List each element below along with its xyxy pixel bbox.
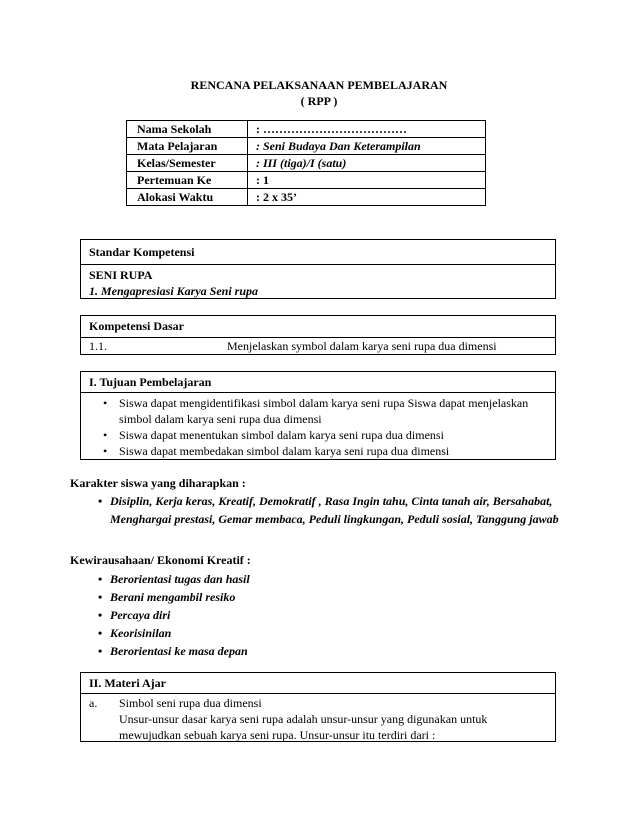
list-item: • Berorientasi ke masa depan [98, 644, 248, 658]
info-key: Nama Sekolah [127, 121, 248, 138]
info-value: : Seni Budaya Dan Keterampilan [248, 138, 486, 155]
document-title: RENCANA PELAKSANAAN PEMBELAJARAN [190, 78, 448, 92]
tujuan-list [89, 395, 547, 459]
kewirausahaan-section [70, 551, 570, 660]
bullet-icon: • [98, 590, 103, 604]
standar-kompetensi-box [80, 239, 556, 299]
bullet-icon: • [98, 572, 103, 586]
section-header: I. Tujuan Pembelajaran [81, 372, 555, 393]
info-value: : 1 [248, 172, 486, 189]
section-title: Kewirausahaan/ Ekonomi Kreatif : [70, 553, 251, 567]
section-header: II. Materi Ajar [81, 673, 555, 694]
list-item: • Siswa dapat menentukan simbol dalam karya seni rupa dua dimensi [103, 428, 444, 442]
section-title: Karakter siswa yang diharapkan : [70, 476, 246, 490]
karakter-list [70, 492, 570, 528]
list-item: • Keorisinilan [98, 626, 172, 640]
kompetensi-dasar-box [80, 315, 556, 355]
section-body [81, 694, 555, 743]
standar-line: 1. Mengapresiasi Karya Seni rupa [89, 284, 259, 298]
info-value: : ……………………………… [248, 121, 486, 138]
bullet-icon: • [103, 428, 108, 442]
table-row [127, 172, 486, 189]
document-subtitle: ( RPP ) [300, 94, 338, 108]
bullet-icon: • [98, 626, 103, 640]
karakter-section [70, 474, 570, 528]
info-key: Mata Pelajaran [127, 138, 248, 155]
bullet-icon: • [103, 396, 108, 410]
school-info-table [126, 120, 486, 206]
section-body [81, 265, 555, 299]
list-item: • Percaya diri [98, 608, 171, 622]
list-item: • Berani mengambil resiko [98, 590, 236, 604]
standar-line: SENI RUPA [89, 268, 153, 282]
bullet-icon: • [98, 608, 103, 622]
kewirausahaan-list [70, 570, 570, 660]
list-item: • Siswa dapat mengidentifikasi simbol dalam karya seni rupa Siswa dapat menjelaskan simbol dalam karya seni rupa dua dimensi [103, 396, 529, 426]
materi-ajar-box [80, 672, 556, 742]
info-value: : III (tiga)/I (satu) [248, 155, 486, 172]
table-row [127, 189, 486, 206]
info-value: : 2 x 35’ [248, 189, 486, 206]
bullet-icon: • [98, 644, 103, 658]
info-key: Kelas/Semester [127, 155, 248, 172]
section-header: Standar Kompetensi [81, 240, 555, 265]
section-body [81, 338, 555, 355]
kompetensi-number: 1.1. [89, 339, 107, 353]
list-item: • Siswa dapat membedakan simbol dalam karya seni rupa dua dimensi [103, 444, 450, 458]
kompetensi-text: Menjelaskan symbol dalam karya seni rupa dua dimensi [227, 339, 497, 353]
tujuan-box [80, 371, 556, 460]
list-item: • Disiplin, Kerja keras, Kreatif, Demokratif , Rasa Ingin tahu, Cinta tanah air, Bersahabat, Menghargai prestasi, Gemar membaca, Peduli lingkungan, Peduli sosial, Tanggung jawab [98, 494, 559, 526]
list-item: • Berorientasi tugas dan hasil [98, 572, 250, 586]
bullet-icon: • [103, 444, 108, 458]
materi-item-text: Unsur-unsur dasar karya seni rupa adalah unsur-unsur yang digunakan untuk mewujudkan sebuah karya seni rupa. Unsur-unsur itu terdiri dari : [119, 712, 488, 742]
section-body [81, 393, 555, 459]
table-row [127, 138, 486, 155]
table-row [127, 121, 486, 138]
info-key: Pertemuan Ke [127, 172, 248, 189]
section-header: Kompetensi Dasar [81, 316, 555, 338]
info-key: Alokasi Waktu [127, 189, 248, 206]
materi-item-label: a. [89, 696, 98, 710]
bullet-icon: • [98, 494, 103, 508]
table-row [127, 155, 486, 172]
materi-item-title: a. Simbol seni rupa dua dimensi [89, 696, 262, 710]
